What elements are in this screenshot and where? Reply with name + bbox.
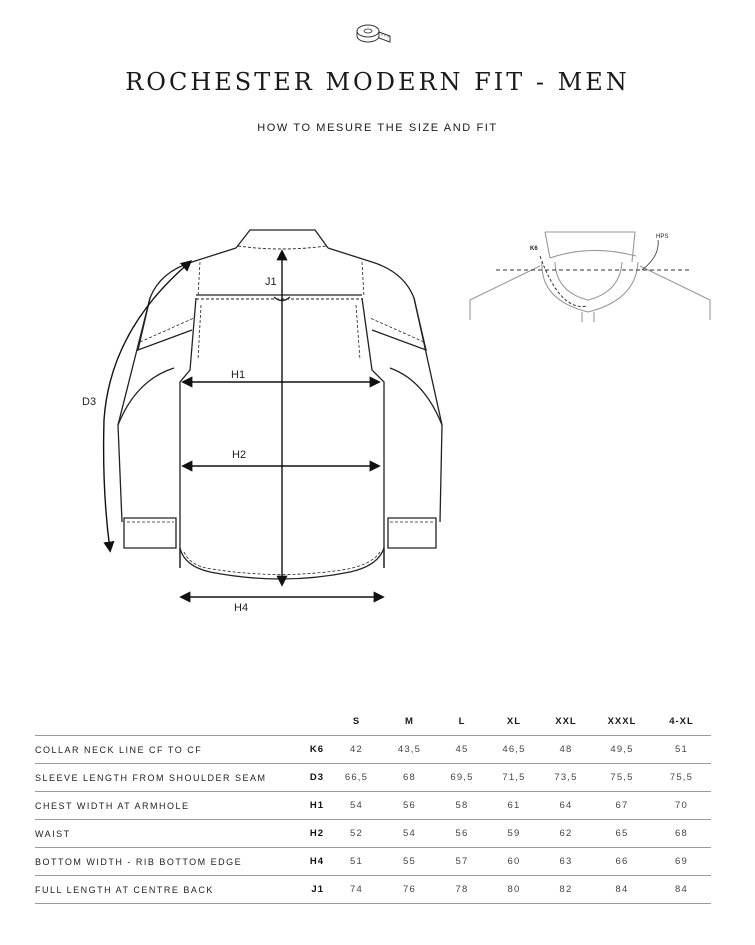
measurement-code: J1 [300,876,330,904]
size-chart-table [35,707,711,904]
tape-measure-icon [355,22,393,44]
label-h4: H4 [234,602,249,614]
d3-arrow [104,262,190,550]
measurement-value: 62 [540,820,592,848]
measurement-value: 54 [330,792,383,820]
measurement-value: 71,5 [488,764,540,792]
collar-detail-diagram [465,220,715,330]
measurement-value: 84 [592,876,652,904]
label-k6: K6 [530,246,538,252]
measurement-value: 78 [436,876,488,904]
size-header: L [436,707,488,736]
measurement-value: 73,5 [540,764,592,792]
measurement-value: 60 [488,848,540,876]
page-subtitle: HOW TO MESURE THE SIZE AND FIT [257,122,498,134]
page-title: ROCHESTER MODERN FIT - MEN [125,68,630,96]
table-row [35,848,711,876]
label-h1: H1 [231,369,246,381]
table-row [35,764,711,792]
measurement-value: 52 [330,820,383,848]
size-header: XL [488,707,540,736]
size-header-row [35,707,711,736]
measurement-value: 74 [330,876,383,904]
measurement-code: H4 [300,848,330,876]
measurement-value: 55 [383,848,436,876]
measurement-value: 46,5 [488,736,540,764]
measurement-name: CHEST WIDTH AT ARMHOLE [35,792,300,820]
label-j1: J1 [265,276,277,288]
measurement-value: 75,5 [592,764,652,792]
label-d3: D3 [82,396,97,408]
measurement-value: 84 [652,876,711,904]
label-h2: H2 [232,449,247,461]
measurement-value: 66 [592,848,652,876]
measurement-code: H2 [300,820,330,848]
measurement-value: 76 [383,876,436,904]
measurement-code: K6 [300,736,330,764]
size-header: M [383,707,436,736]
measurement-value: 68 [652,820,711,848]
measurement-value: 75,5 [652,764,711,792]
measurement-value: 58 [436,792,488,820]
shirt-back-diagram [75,215,475,625]
table-row [35,876,711,904]
measurement-value: 57 [436,848,488,876]
measurement-name: WAIST [35,820,300,848]
size-header: XXXL [592,707,652,736]
measurement-value: 59 [488,820,540,848]
measurement-name: COLLAR NECK LINE CF TO CF [35,736,300,764]
measurement-value: 56 [436,820,488,848]
measurement-value: 68 [383,764,436,792]
table-row [35,736,711,764]
measurement-value: 48 [540,736,592,764]
measurement-value: 64 [540,792,592,820]
measurement-code: H1 [300,792,330,820]
measurement-code: D3 [300,764,330,792]
measurement-value: 69,5 [436,764,488,792]
measurement-value: 70 [652,792,711,820]
measurement-name: FULL LENGTH AT CENTRE BACK [35,876,300,904]
measurement-value: 80 [488,876,540,904]
label-hps: HPS [656,234,669,240]
measurement-value: 67 [592,792,652,820]
size-header: S [330,707,383,736]
table-row [35,792,711,820]
measurement-name: SLEEVE LENGTH FROM SHOULDER SEAM [35,764,300,792]
measurement-value: 61 [488,792,540,820]
measurement-value: 49,5 [592,736,652,764]
measurement-value: 82 [540,876,592,904]
size-header: XXL [540,707,592,736]
measurement-value: 43,5 [383,736,436,764]
measurement-value: 56 [383,792,436,820]
table-row [35,820,711,848]
measurement-value: 51 [652,736,711,764]
measurement-value: 45 [436,736,488,764]
measurement-value: 65 [592,820,652,848]
measurement-name: BOTTOM WIDTH - RIB BOTTOM EDGE [35,848,300,876]
size-header: 4-XL [652,707,711,736]
measurement-value: 66,5 [330,764,383,792]
measurement-value: 63 [540,848,592,876]
shirt-outline [118,230,442,579]
measurement-value: 69 [652,848,711,876]
measurement-value: 42 [330,736,383,764]
measurement-value: 54 [383,820,436,848]
measurement-value: 51 [330,848,383,876]
